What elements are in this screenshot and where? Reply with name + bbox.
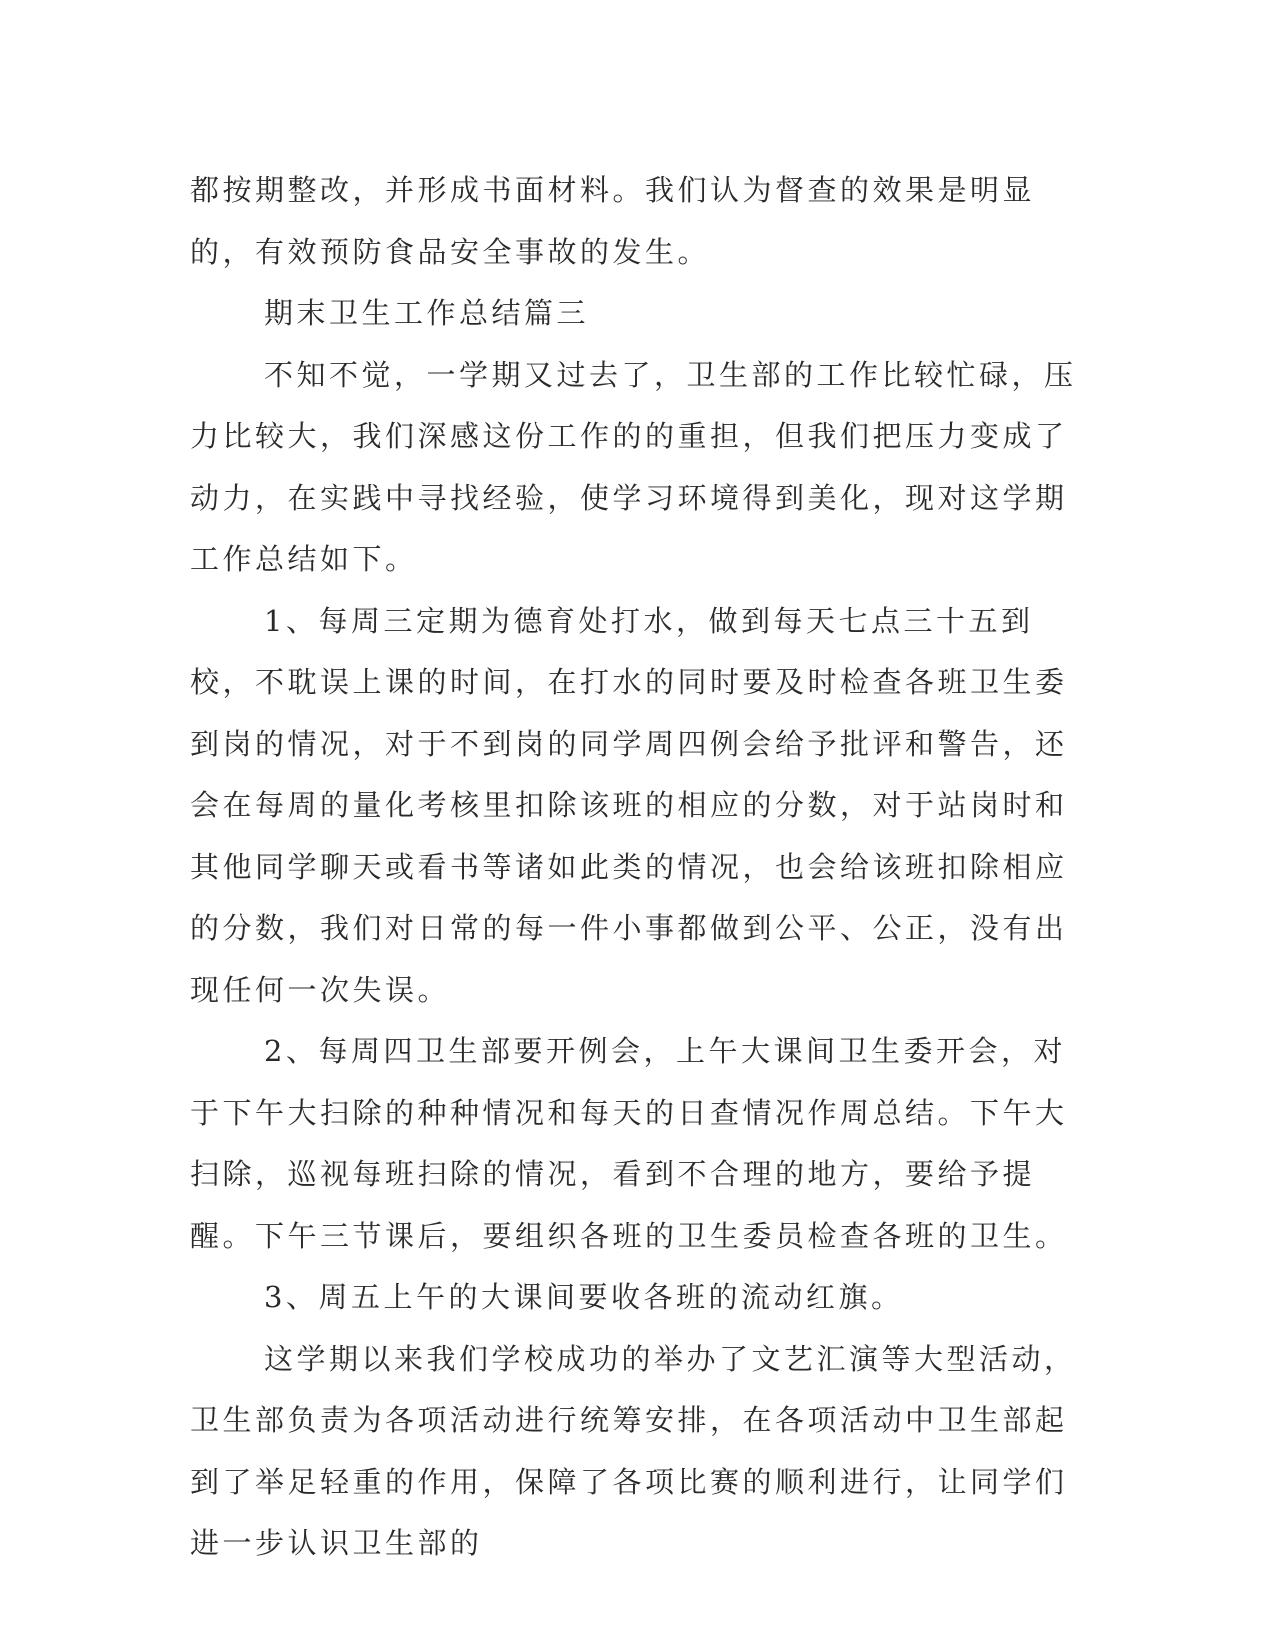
paragraph-item-3: 3、周五上午的大课间要收各班的流动红旗。 <box>264 1280 904 1314</box>
section-heading: 期末卫生工作总结篇三 <box>264 296 590 330</box>
paragraph-continuation: 都按期整改，并形成书面材料。我们认为督查的效果是明显的，有效预防食品安全事故的发生。 <box>190 173 1036 269</box>
paragraph-closing: 这学期以来我们学校成功的举办了文艺汇演等大型活动，卫生部负责为各项活动进行统筹安排，在各项活动中卫生部起到了举足轻重的作用，保障了各项比赛的顺利进行，让同学们进一步认识卫生部的 <box>190 1341 1077 1560</box>
paragraph-intro: 不知不觉，一学期又过去了，卫生部的工作比较忙碌，压力比较大，我们深感这份工作的的重担，但我们把压力变成了动力，在实践中寻找经验，使学习环境得到美化，现对这学期工作总结如下。 <box>190 357 1077 576</box>
document-body <box>190 160 1080 1575</box>
paragraph-item-1: 1、每周三定期为德育处打水，做到每天七点三十五到校，不耽误上课的时间，在打水的同时要及时检查各班卫生委到岗的情况，对于不到岗的同学周四例会给予批评和警告，还会在每周的量化考核里扣除该班的相应的分数，对于站岗时和其他同学聊天或看书等诸如此类的情况，也会给该班扣除相应的分数，我们对日常的每一件小事都做到公平、公正，没有出现任何一次失误。 <box>190 603 1068 1007</box>
paragraph-item-2: 2、每周四卫生部要开例会，上午大课间卫生委开会，对于下午大扫除的种种情况和每天的日查情况作周总结。下午大扫除，巡视每班扫除的情况，看到不合理的地方，要给予提醒。下午三节课后，要组织各班的卫生委员检查各班的卫生。 <box>190 1034 1068 1253</box>
